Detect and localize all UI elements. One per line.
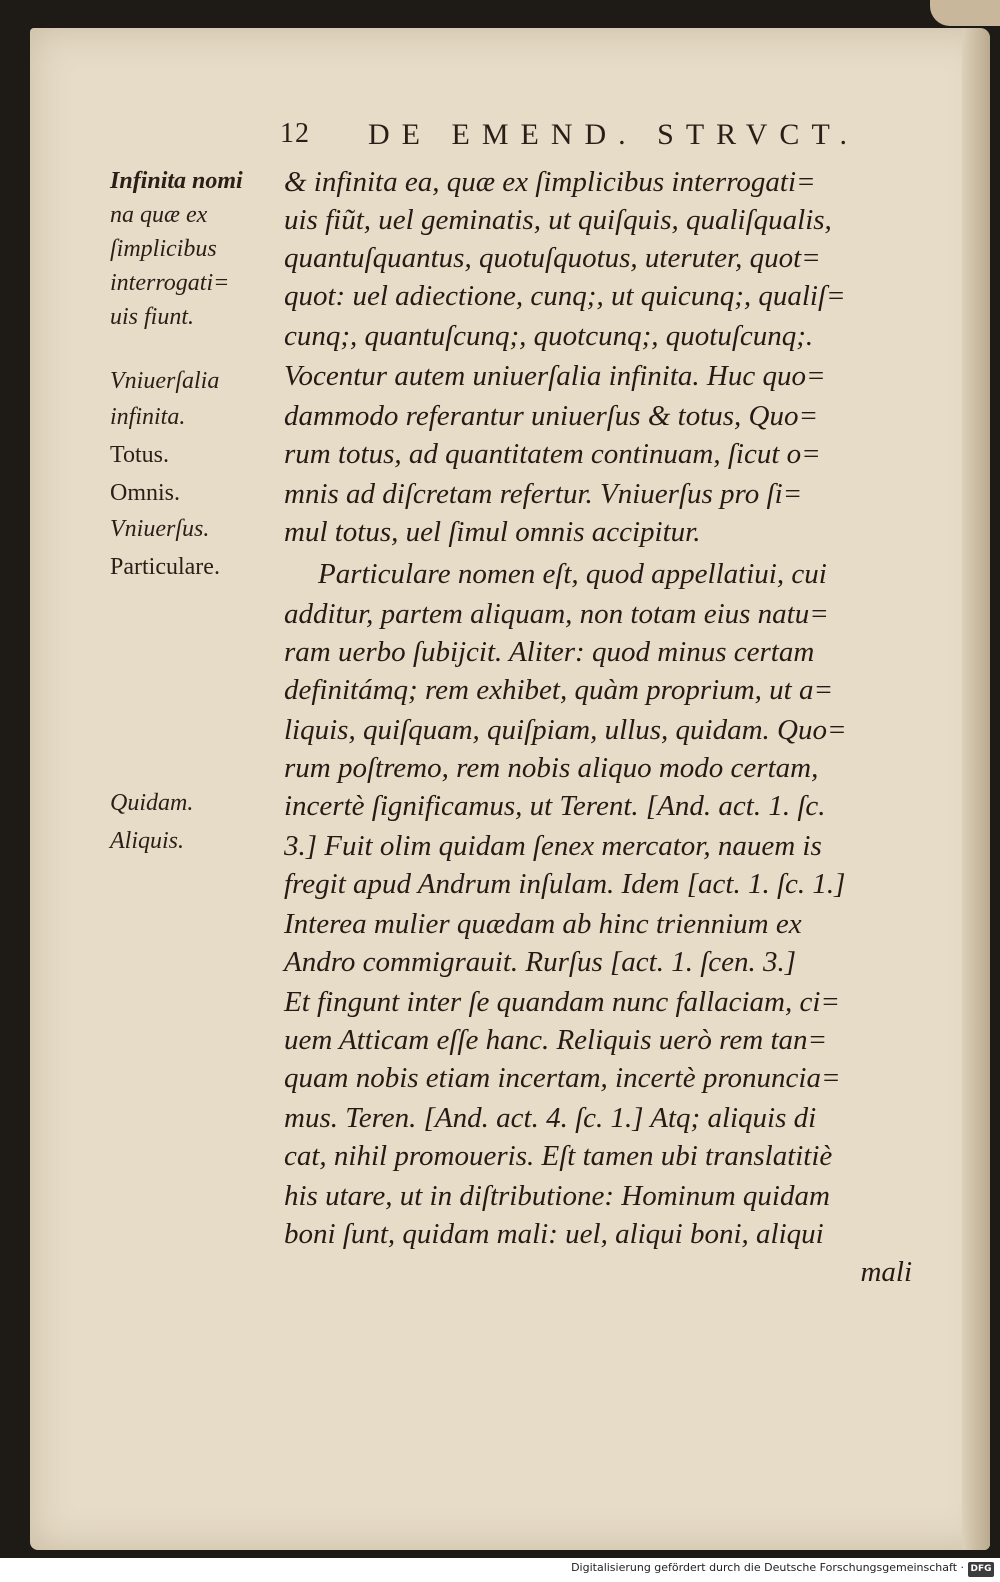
- text-line: cat, nihil promoueris. Eſt tamen ubi translatitiè: [284, 1140, 833, 1172]
- margin-note: interrogati=: [110, 270, 230, 296]
- margin-note: infinita.: [110, 404, 186, 430]
- dfg-logo: DFG: [968, 1562, 994, 1577]
- margin-note: na quæ ex: [110, 202, 208, 228]
- page-edge: [962, 28, 990, 1550]
- text-line: fregit apud Andrum inſulam. Idem [act. 1. ſc. 1.]: [284, 868, 846, 900]
- margin-note: Vniuerſus.: [110, 516, 210, 542]
- text-line: liquis, quiſquam, quiſpiam, ullus, quidam. Quo=: [284, 714, 847, 746]
- margin-note: Aliquis.: [110, 828, 185, 854]
- text-line: Vocentur autem uniuerſalia infinita. Huc quo=: [284, 360, 826, 392]
- text-line: & infinita ea, quæ ex ſimplicibus interrogati=: [284, 166, 816, 198]
- margin-note: Infinita nomi: [110, 168, 243, 194]
- margin-note: Quidam.: [110, 790, 194, 816]
- text-line: rum totus, ad quantitatem continuam, ſicut o=: [284, 438, 821, 470]
- text-line: quantuſquantus, quotuſquotus, uteruter, quot=: [284, 242, 821, 274]
- book-page: [30, 28, 990, 1550]
- text-line: Particulare nomen eſt, quod appellatiui, cui: [318, 558, 827, 590]
- margin-note: Vniuerſalia: [110, 368, 220, 394]
- catchword: mali: [860, 1256, 912, 1288]
- text-line: boni ſunt, quidam mali: uel, aliqui boni, aliqui: [284, 1218, 824, 1250]
- text-line: ram uerbo ſubijcit. Aliter: quod minus certam: [284, 636, 815, 668]
- page-number: 12: [280, 118, 310, 149]
- margin-note: Totus.: [110, 442, 169, 468]
- text-line: Interea mulier quædam ab hinc triennium ex: [284, 908, 802, 940]
- text-line: rum poſtremo, rem nobis aliquo modo certam,: [284, 752, 819, 784]
- text-line: mnis ad diſcretam refertur. Vniuerſus pro ſi=: [284, 478, 803, 510]
- margin-note: Particulare.: [110, 554, 220, 580]
- text-line: uis fiũt, uel geminatis, ut quiſquis, qualiſqualis,: [284, 204, 832, 236]
- text-line: definitámq; rem exhibet, quàm proprium, ut a=: [284, 674, 834, 706]
- text-line: cunq;, quantuſcunq;, quotcunq;, quotuſcunq;.: [284, 320, 814, 352]
- margin-note: uis fiunt.: [110, 304, 195, 330]
- text-line: dammodo referantur uniuerſus & totus, Quo=: [284, 400, 819, 432]
- text-line: 3.] Fuit olim quidam ſenex mercator, nauem is: [284, 830, 822, 862]
- text-line: mus. Teren. [And. act. 4. ſc. 1.] Atq; aliquis di: [284, 1102, 817, 1134]
- text-line: uem Atticam eſſe hanc. Reliquis uerò rem tan=: [284, 1024, 828, 1056]
- text-line: additur, partem aliquam, non totam eius natu=: [284, 598, 829, 630]
- margin-note: ſimplicibus: [110, 236, 217, 262]
- funding-credit: Digitalisierung gefördert durch die Deutsche Forschungsgemeinschaft ·: [571, 1561, 964, 1574]
- running-title: DE EMEND. STRVCT.: [368, 118, 860, 151]
- text-line: quam nobis etiam incertam, incertè pronuncia=: [284, 1062, 841, 1094]
- text-line: his utare, ut in diſtributione: Hominum quidam: [284, 1180, 830, 1212]
- text-line: Et fingunt inter ſe quandam nunc fallaciam, ci=: [284, 986, 840, 1018]
- page-corner: [930, 0, 1000, 26]
- footer-bar: [0, 1558, 1000, 1582]
- text-line: incertè ſignificamus, ut Terent. [And. act. 1. ſc.: [284, 790, 826, 822]
- text-line: mul totus, uel ſimul omnis accipitur.: [284, 516, 701, 548]
- margin-note: Omnis.: [110, 480, 181, 506]
- text-line: quot: uel adiectione, cunq;, ut quicunq;, qualiſ=: [284, 280, 846, 312]
- text-line: Andro commigrauit. Rurſus [act. 1. ſcen. 3.]: [284, 946, 797, 978]
